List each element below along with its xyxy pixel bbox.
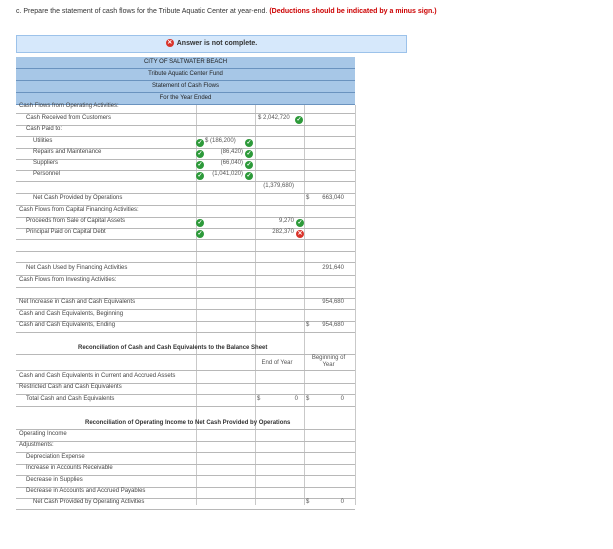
- net-operations-dollar: $: [306, 195, 310, 201]
- recon2-row1: Depreciation Expense: [26, 454, 85, 460]
- recon2-net-dollar: $: [306, 499, 310, 505]
- principal-input[interactable]: 282,370: [272, 229, 294, 235]
- recon2-row4: Decrease in Accounts and Accrued Payables: [26, 488, 146, 494]
- operating-income-label: Operating Income: [19, 431, 67, 437]
- question-text: [16, 8, 437, 15]
- operating-title: Cash Flows from Operating Activities:: [19, 103, 119, 109]
- check-icon: ✓: [197, 231, 203, 237]
- divider: [16, 441, 355, 442]
- proceeds-input[interactable]: 9,270: [278, 218, 294, 224]
- question-note: (Deductions should be indicated by a minus sign.): [269, 8, 437, 15]
- recon1-col1: End of Year: [261, 360, 293, 366]
- check-icon: ✓: [297, 220, 303, 226]
- increase-label: Net Increase in Cash and Cash Equivalents: [19, 299, 136, 305]
- recon1-total2[interactable]: 0: [340, 396, 344, 402]
- proceeds-label[interactable]: Proceeds from Sale of Capital Assets: [26, 218, 126, 224]
- beginning-label: Cash and Cash Equivalents, Beginning: [19, 311, 124, 317]
- recon1-dollar2: $: [306, 396, 310, 402]
- divider: [16, 205, 355, 206]
- ending-label: Cash and Cash Equivalents, Ending: [19, 322, 116, 328]
- check-icon: ✓: [197, 220, 203, 226]
- recon1-row2: Restricted Cash and Cash Equivalents: [19, 384, 122, 390]
- recon2-row3: Decrease in Supplies: [26, 477, 83, 483]
- divider: [16, 394, 355, 395]
- increase-input[interactable]: 954,680: [322, 299, 344, 305]
- banner-text: Answer is not complete.: [176, 40, 258, 47]
- statement-header-line4: For the Year Ended: [16, 93, 355, 105]
- utilities-input[interactable]: $ (186,200): [205, 138, 236, 144]
- suppliers-input[interactable]: (66,040): [220, 160, 243, 166]
- check-icon: ✓: [246, 140, 252, 146]
- check-icon: ✓: [197, 151, 203, 157]
- divider: [16, 452, 355, 453]
- divider: [16, 332, 355, 333]
- divider: [16, 370, 355, 371]
- divider: [16, 181, 355, 182]
- net-financing-input[interactable]: 291,640: [322, 265, 344, 271]
- capital-title: Cash Flows from Capital Financing Activities:: [19, 207, 139, 213]
- statement-header-line1: CITY OF SALTWATER BEACH: [16, 57, 355, 69]
- check-icon: ✓: [197, 162, 203, 168]
- divider: [16, 287, 355, 288]
- investing-title: Cash Flows from Investing Activities:: [19, 277, 117, 283]
- divider: [16, 354, 355, 355]
- check-icon: ✓: [246, 173, 252, 179]
- status-banner: [16, 35, 407, 53]
- check-icon: ✓: [197, 173, 203, 179]
- net-operations-input[interactable]: 663,040: [322, 195, 344, 201]
- adjustments-label: Adjustments:: [19, 442, 54, 448]
- divider: [16, 170, 355, 171]
- recon2-net-label: Net Cash Provided by Operating Activities: [33, 499, 145, 505]
- received-label: Cash Received from Customers: [26, 115, 112, 121]
- error-icon: ✕: [297, 231, 303, 237]
- divider: [16, 239, 355, 240]
- operating-subtotal[interactable]: (1,379,680): [263, 183, 294, 189]
- divider: [16, 275, 355, 276]
- divider: [16, 159, 355, 160]
- personnel-input[interactable]: (1,041,020): [212, 171, 243, 177]
- recon2-title: Reconciliation of Operating Income to Net Cash Provided by Operations: [85, 420, 291, 426]
- utilities-label: Utilities: [33, 138, 53, 144]
- ending-input[interactable]: 954,680: [322, 322, 344, 328]
- divider: [16, 193, 355, 194]
- divider: [16, 309, 355, 310]
- check-icon: ✓: [246, 162, 252, 168]
- column-divider: [304, 105, 305, 505]
- divider: [16, 113, 355, 114]
- divider: [16, 125, 355, 126]
- check-icon: ✓: [197, 140, 203, 146]
- principal-label[interactable]: Principal Paid on Capital Debt: [26, 229, 106, 235]
- divider: [16, 406, 355, 407]
- suppliers-label: Suppliers: [33, 160, 59, 166]
- recon2-net-input[interactable]: 0: [340, 499, 344, 505]
- net-operations-label: Net Cash Provided by Operations: [33, 195, 123, 201]
- recon1-title: Reconciliation of Cash and Cash Equivalents to the Balance Sheet: [78, 345, 268, 351]
- divider: [16, 251, 355, 252]
- divider: [16, 262, 355, 263]
- divider: [16, 136, 355, 137]
- divider: [16, 429, 355, 430]
- question-prompt: c. Prepare the statement of cash flows for the Tribute Aquatic Center at year-end.: [16, 8, 268, 15]
- personnel-label: Personnel: [33, 171, 61, 177]
- repairs-label: Repairs and Maintenance: [33, 149, 102, 155]
- statement-header-line2: Tribute Aquatic Center Fund: [16, 69, 355, 81]
- column-divider: [255, 105, 256, 505]
- received-input[interactable]: $ 2,042,720: [258, 115, 290, 121]
- check-icon: ✓: [246, 151, 252, 157]
- ending-dollar: $: [306, 322, 310, 328]
- recon1-total1[interactable]: 0: [294, 396, 298, 402]
- recon1-col2: Beginning of Year: [311, 355, 346, 368]
- paid-to-label: Cash Paid to:: [26, 126, 63, 132]
- divider: [16, 475, 355, 476]
- recon2-row2: Increase in Accounts Receivable: [26, 465, 113, 471]
- statement-header-line3: Statement of Cash Flows: [16, 81, 355, 93]
- column-divider: [355, 105, 356, 505]
- recon1-row1: Cash and Cash Equivalents in Current and Accrued Assets: [19, 373, 176, 379]
- recon1-dollar1: $: [257, 396, 261, 402]
- error-icon: ✕: [167, 40, 173, 47]
- check-icon: ✓: [296, 117, 302, 123]
- repairs-input[interactable]: (86,420): [220, 149, 243, 155]
- net-financing-label: Net Cash Used by Financing Activities: [26, 265, 128, 271]
- divider: [16, 509, 355, 510]
- recon1-total-label: Total Cash and Cash Equivalents: [26, 396, 115, 402]
